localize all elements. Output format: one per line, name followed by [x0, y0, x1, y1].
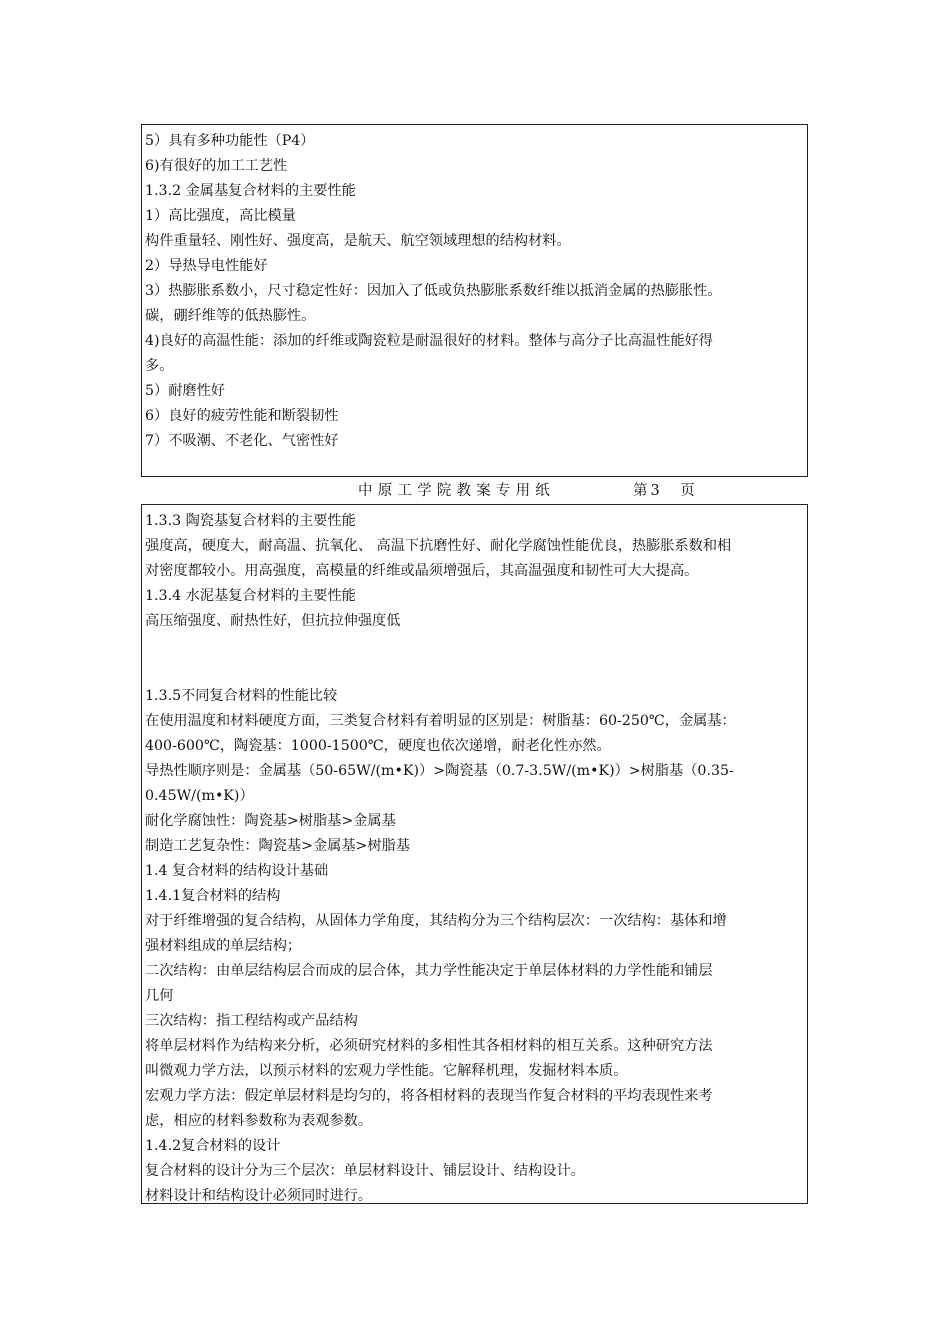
- text-line: 复合材料的设计分为三个层次：单层材料设计、铺层设计、结构设计。: [145, 1163, 585, 1179]
- text-line: 6）良好的疲劳性能和断裂韧性: [145, 408, 339, 424]
- text-line: 5）具有多种功能性（P4）: [145, 133, 315, 149]
- text-line: 对密度都较小。用高强度，高模量的纤维或晶须增强后，其高温强度和韧性可大大提高。: [145, 563, 699, 579]
- text-line: 2）导热导电性能好: [145, 258, 268, 274]
- text-line: 虑，相应的材料参数称为表观参数。: [145, 1113, 373, 1129]
- section-heading-1-3-4: 1.3.4 水泥基复合材料的主要性能: [145, 588, 356, 604]
- text-line: 导热性顺序则是：金属基（50-65W/(m•K)）>陶瓷基（0.7-3.5W/(m•K)）>树脂基（0.35-: [145, 763, 734, 779]
- text-line: 耐化学腐蚀性：陶瓷基>树脂基>金属基: [145, 813, 396, 829]
- text-line: 三次结构：指工程结构或产品结构: [145, 1013, 358, 1029]
- text-line: 400-600℃，陶瓷基：1000-1500℃，硬度也依次递增，耐老化性亦然。: [145, 738, 611, 754]
- text-line: 对于纤维增强的复合结构，从固体力学角度，其结构分为三个结构层次：一次结构：基体和增: [145, 913, 727, 929]
- text-line: 7）不吸潮、不老化、气密性好: [145, 433, 339, 449]
- text-line: 碳，硼纤维等的低热膨性。: [145, 308, 316, 324]
- page-header: [141, 480, 808, 502]
- header-title: 中原工学院教案专用纸: [358, 483, 555, 499]
- section-heading-1-4-1: 1.4.1复合材料的结构: [145, 888, 281, 904]
- blank-line: [145, 634, 807, 659]
- section-heading-1-3-5: 1.3.5不同复合材料的性能比较: [145, 688, 338, 704]
- text-line: 几何: [145, 988, 174, 1004]
- text-line: 叫微观力学方法，以预示材料的宏观力学性能。它解释机理，发掘材料本质。: [145, 1063, 628, 1079]
- text-line: 在使用温度和材料硬度方面，三类复合材料有着明显的区别是：树脂基：60-250℃，金属基：: [145, 713, 736, 729]
- text-line: 6)有很好的加工工艺性: [145, 158, 288, 174]
- text-line: 多。: [145, 358, 174, 374]
- page-number: 第3 页: [633, 483, 698, 499]
- blank-line: [145, 659, 807, 684]
- text-line: 4)良好的高温性能：添加的纤维或陶瓷粒是耐温很好的材料。整体与高分子比高温性能好得: [145, 333, 713, 349]
- text-line: 高压缩强度、耐热性好，但抗拉伸强度低: [145, 613, 401, 629]
- text-line: 0.45W/(m•K)）: [145, 788, 254, 804]
- text-line: 构件重量轻、刚性好、强度高，是航天、航空领域理想的结构材料。: [145, 233, 571, 249]
- text-line: 强度高，硬度大，耐高温、抗氧化、 高温下抗磨性好、耐化学腐蚀性能优良，热膨胀系数和相: [145, 538, 732, 554]
- text-line: 1）高比强度，高比模量: [145, 208, 296, 224]
- text-line: 3）热膨胀系数小，尺寸稳定性好：因加入了低或负热膨胀系数纤维以抵消金属的热膨胀性。: [145, 283, 722, 299]
- page-content-box-bottom: [141, 504, 808, 1204]
- text-line: 5）耐磨性好: [145, 383, 225, 399]
- text-line: 制造工艺复杂性：陶瓷基>金属基>树脂基: [145, 838, 410, 854]
- section-heading-1-3-2: 1.3.2 金属基复合材料的主要性能: [145, 183, 356, 199]
- text-line: 材料设计和结构设计必须同时进行。: [145, 1188, 373, 1204]
- section-heading-1-4: 1.4 复合材料的结构设计基础: [145, 863, 329, 879]
- text-line: 宏观力学方法：假定单层材料是均匀的，将各相材料的表现当作复合材料的平均表现性来考: [145, 1088, 713, 1104]
- text-line: 强材料组成的单层结构；: [145, 938, 302, 954]
- section-heading-1-3-3: 1.3.3 陶瓷基复合材料的主要性能: [145, 513, 356, 529]
- page-content-box-top: [141, 124, 808, 477]
- section-heading-1-4-2: 1.4.2复合材料的设计: [145, 1138, 281, 1154]
- text-line: 二次结构：由单层结构层合而成的层合体，其力学性能决定于单层体材料的力学性能和铺层: [145, 963, 713, 979]
- text-line: 将单层材料作为结构来分析，必须研究材料的多相性其各相材料的相互关系。这种研究方法: [145, 1038, 713, 1054]
